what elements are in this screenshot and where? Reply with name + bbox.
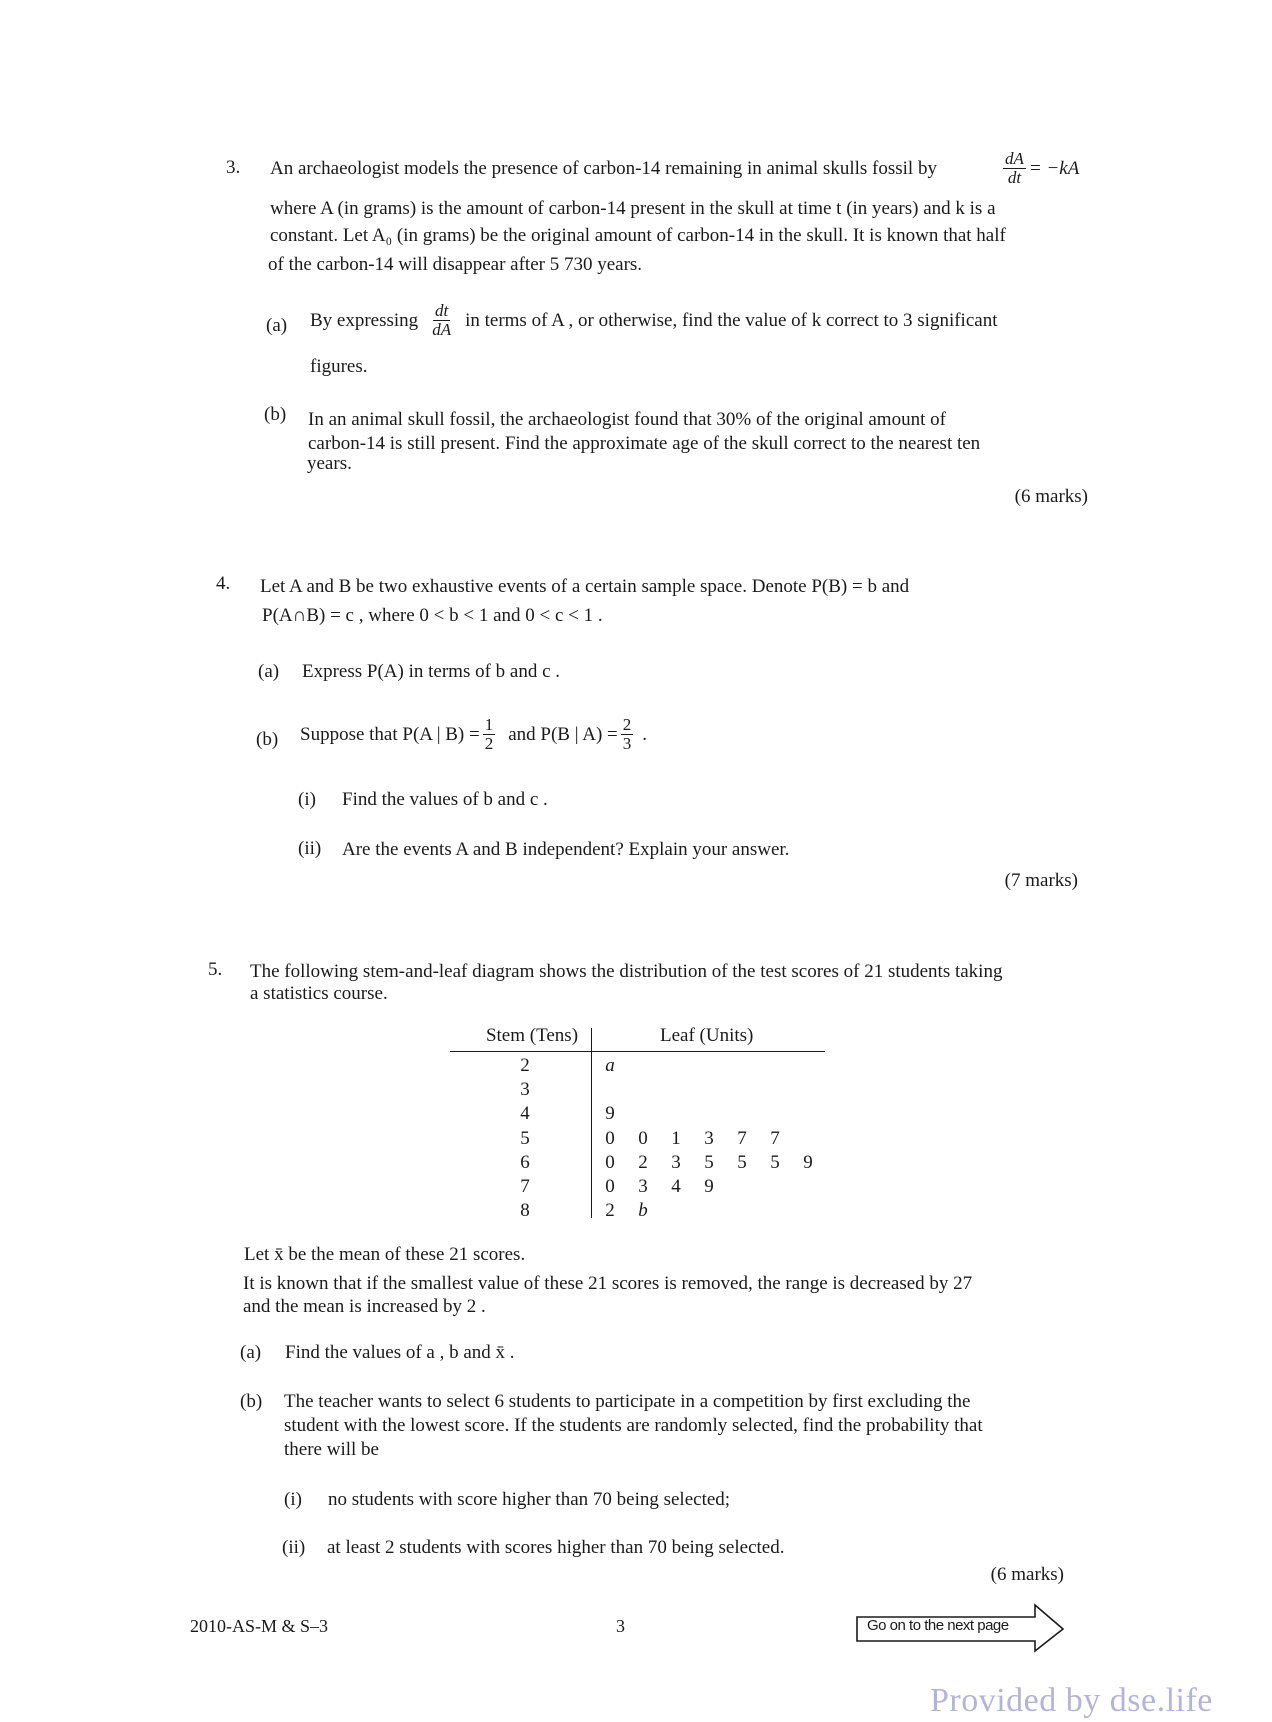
stem-leaf-row [450, 1102, 825, 1126]
next-page-label: Go on to the next page [867, 1617, 1009, 1634]
stem-value: 5 [520, 1127, 530, 1149]
stem-value: 2 [520, 1055, 530, 1076]
q4-bi-text: Find the values of b and c . [342, 789, 548, 810]
q5-after-line1: Let x̄ be the mean of these 21 scores. [244, 1244, 526, 1265]
q5-bi-label: (i) [284, 1489, 302, 1510]
leaf-value: 9 [803, 1151, 813, 1173]
stem-leaf-row [450, 1199, 825, 1223]
leaf-value: 3 [704, 1127, 714, 1149]
leaf-value: 0 [605, 1151, 615, 1173]
q3-a-text [310, 302, 997, 339]
leaf-value: 0 [605, 1176, 615, 1197]
q3-b-line3: years. [307, 453, 352, 474]
stem-leaf-row [450, 1175, 825, 1199]
leaf-value: 7 [737, 1127, 747, 1149]
q4-b-text [300, 716, 647, 753]
q3-a-post: in terms of A , or otherwise, find the value of k correct to 3 significant [465, 309, 998, 331]
q4-b-frac1-num: 1 [484, 715, 494, 734]
q5-number: 5. [208, 959, 223, 980]
q4-b-frac2-den: 3 [622, 733, 632, 753]
q5-bii-text: at least 2 students with scores higher than 70 being selected. [327, 1537, 785, 1558]
page-number: 3 [616, 1616, 625, 1636]
stem-leaf-row [450, 1054, 825, 1078]
stem-leaf-row [450, 1127, 825, 1151]
q5-a-label: (a) [240, 1342, 262, 1363]
q5-b-line1: The teacher wants to select 6 students to participate in a competition by first excluding the [284, 1391, 971, 1412]
leaf-value: b [638, 1200, 648, 1222]
leaf-value: 9 [704, 1176, 714, 1197]
q3-de-rhs: = −kA [1028, 157, 1080, 179]
stem-leaf-row [450, 1078, 825, 1102]
q4-b-frac1-den: 2 [484, 733, 494, 753]
q4-marks: (7 marks) [1004, 870, 1078, 891]
q4-b-mid: and P(B | A) = [508, 723, 618, 745]
q3-number: 3. [226, 157, 241, 178]
q4-bii-text: Are the events A and B independent? Explain your answer. [342, 839, 790, 860]
leaf-header: Leaf (Units) [660, 1025, 754, 1046]
leaf-value: 5 [737, 1151, 747, 1173]
q5-b-line2: student with the lowest score. If the students are randomly selected, find the probability that [284, 1415, 983, 1436]
leaf-value: 4 [671, 1176, 681, 1197]
q4-b-label: (b) [256, 729, 279, 750]
q5-a-text: Find the values of a , b and x̄ . [285, 1342, 515, 1363]
q5-bi-text: no students with score higher than 70 being selected; [328, 1489, 731, 1510]
stem-value: 8 [520, 1200, 530, 1222]
leaf-value: a [605, 1055, 615, 1076]
q3-intro-line2: where A (in grams) is the amount of carbon-14 present in the skull at time t (in years) and k is a [270, 198, 996, 219]
q5-marks: (6 marks) [990, 1564, 1064, 1585]
q3-de-numerator: dA [1005, 149, 1024, 168]
q3-a-label: (a) [266, 315, 288, 336]
leaf-value: 2 [605, 1200, 615, 1222]
q3-b-label: (b) [264, 404, 287, 425]
leaf-value: 3 [671, 1151, 681, 1173]
leaf-value: 3 [638, 1176, 648, 1197]
stem-value: 6 [520, 1151, 530, 1173]
stem-value: 3 [520, 1079, 530, 1101]
leaf-value: 9 [605, 1103, 615, 1125]
q3-marks: (6 marks) [1014, 486, 1088, 507]
q4-a-text: Express P(A) in terms of b and c . [302, 661, 561, 682]
q5-b-line3: there will be [284, 1439, 379, 1460]
q3-differential-equation [1000, 150, 1079, 187]
q3-de-denominator: dt [1007, 167, 1022, 187]
leaf-value: 5 [704, 1151, 714, 1173]
q5-after-line2: It is known that if the smallest value of these 21 scores is removed, the range is decreased by 27 [243, 1273, 973, 1294]
q4-b-pre: Suppose that P(A | B) = [300, 723, 480, 745]
stem-leaf-row [450, 1151, 825, 1175]
q3-a-line2: figures. [310, 356, 368, 377]
leaf-value: 1 [671, 1127, 681, 1149]
leaf-value: 7 [770, 1127, 780, 1149]
q4-a-label: (a) [258, 661, 280, 682]
stem-value: 4 [520, 1103, 530, 1125]
paper-code: 2010-AS-M & S–3 [190, 1616, 329, 1636]
q3-a-pre: By expressing [310, 309, 419, 331]
go-to-next-page-arrow [855, 1603, 1065, 1653]
q3-intro-line1: An archaeologist models the presence of carbon-14 remaining in animal skulls fossil by [270, 158, 937, 179]
q5-b-label: (b) [240, 1391, 263, 1412]
leaf-value: 0 [638, 1127, 648, 1149]
q3-a-frac-den: dA [432, 319, 452, 339]
leaf-value: 2 [638, 1151, 648, 1173]
q5-after-line3: and the mean is increased by 2 . [243, 1296, 486, 1317]
leaf-value: 0 [605, 1127, 615, 1149]
q4-line2: P(A∩B) = c , where 0 < b < 1 and 0 < c < 1 . [262, 605, 603, 626]
q3-intro-line4: of the carbon-14 will disappear after 5 730 years. [268, 254, 643, 275]
q3-b-line1: In an animal skull fossil, the archaeologist found that 30% of the original amount of [308, 409, 946, 430]
q3-a-frac-num: dt [435, 301, 449, 320]
header-rule [450, 1051, 825, 1052]
q5-bii-label: (ii) [282, 1537, 306, 1558]
q4-b-frac2-num: 2 [622, 715, 632, 734]
q4-line1: Let A and B be two exhaustive events of a certain sample space. Denote P(B) = b and [260, 576, 910, 597]
q4-b-post: . [642, 723, 648, 745]
q4-bii-label: (ii) [298, 838, 322, 859]
stem-header: Stem (Tens) [485, 1025, 579, 1046]
q5-line1: The following stem-and-leaf diagram shows the distribution of the test scores of 21 students taking [250, 961, 1003, 982]
q4-bi-label: (i) [298, 789, 316, 810]
leaf-value: 5 [770, 1151, 780, 1173]
watermark: Provided by dse.life [930, 1682, 1213, 1719]
q3-b-line2: carbon-14 is still present. Find the approximate age of the skull correct to the nearest ten [308, 433, 981, 454]
q5-line2: a statistics course. [250, 983, 388, 1004]
q4-number: 4. [216, 573, 231, 594]
q3-intro-line3: constant. Let A₀ (in grams) be the original amount of carbon-14 in the skull. It is known that half [270, 225, 1006, 246]
stem-value: 7 [520, 1176, 530, 1197]
